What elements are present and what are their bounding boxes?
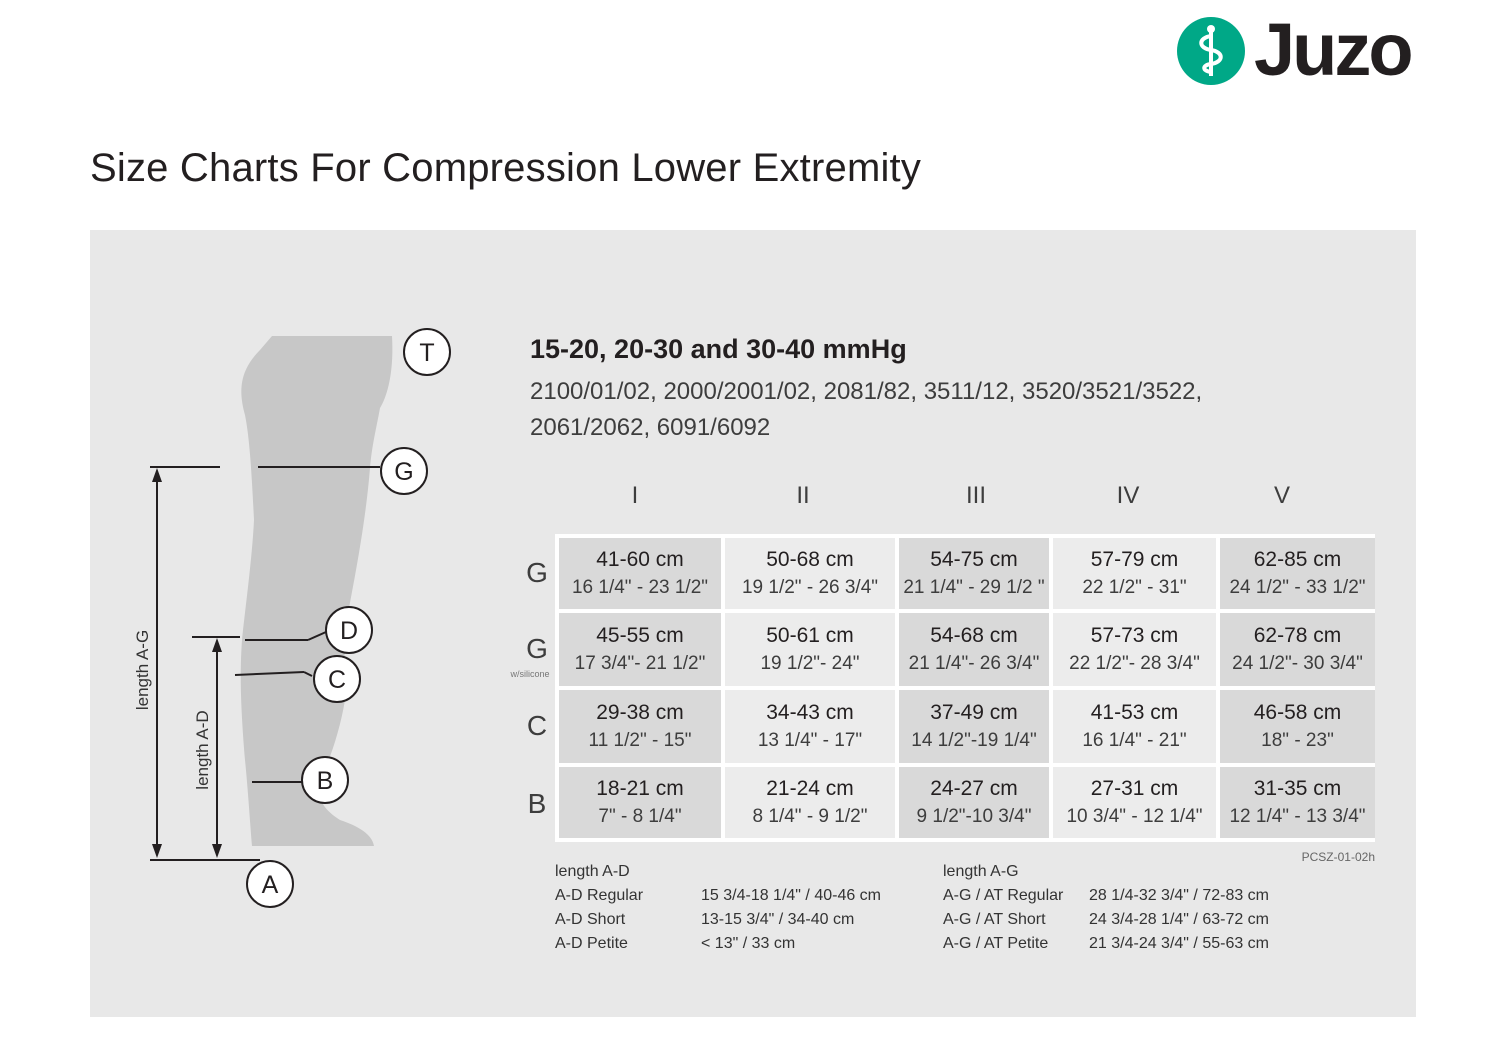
svg-text:B: B <box>316 767 334 795</box>
size-cell: 45-55 cm 17 3/4"- 21 1/2" <box>559 613 721 686</box>
size-cell: 62-78 cm 24 1/2"- 30 3/4" <box>1220 613 1375 686</box>
leg-diagram <box>90 230 510 1017</box>
page-title: Size Charts For Compression Lower Extremity <box>90 146 922 190</box>
size-cell: 54-68 cm 21 1/4"- 26 3/4" <box>899 613 1049 686</box>
size-cell: 37-49 cm 14 1/2"-19 1/4" <box>899 690 1049 763</box>
model-numbers-line-2: 2061/2062, 6091/6092 <box>530 414 771 441</box>
row-label-g: G <box>526 557 548 588</box>
size-grid <box>555 534 1375 842</box>
marker-a <box>247 861 293 907</box>
length-ag-row: A-G / AT Short 24 3/4-28 1/4" / 63-72 cm <box>943 911 1270 928</box>
length-ag-label: length A-G <box>133 629 152 711</box>
size-cell: 34-43 cm 13 1/4" - 17" <box>725 690 895 763</box>
document-code: PCSZ-01-02h <box>1301 850 1375 864</box>
length-ad-row: A-D Regular 15 3/4-18 1/4" / 40-46 cm <box>555 887 882 904</box>
row-label-c: C <box>526 710 548 741</box>
length-ag-title: length A-G <box>943 863 1019 880</box>
size-cell: 57-73 cm 22 1/2"- 28 3/4" <box>1053 613 1216 686</box>
length-ad-title: length A-D <box>555 863 630 880</box>
svg-text:A: A <box>261 871 279 899</box>
size-cell: 24-27 cm 9 1/2"-10 3/4" <box>899 767 1049 838</box>
juzo-wordmark: Juzo <box>1254 8 1411 91</box>
size-cell: 57-79 cm 22 1/2" - 31" <box>1053 538 1216 609</box>
svg-text:D: D <box>339 617 359 645</box>
marker-g <box>381 448 427 494</box>
size-cell: 62-85 cm 24 1/2" - 33 1/2" <box>1220 538 1375 609</box>
length-ad-table <box>555 860 881 956</box>
column-header-iv: IV <box>1116 482 1140 509</box>
size-cell: 21-24 cm 8 1/4" - 9 1/2" <box>725 767 895 838</box>
column-header-v: V <box>1273 482 1290 509</box>
size-cell: 41-60 cm 16 1/4" - 23 1/2" <box>559 538 721 609</box>
size-cell: 18-21 cm 7" - 8 1/4" <box>559 767 721 838</box>
svg-text:G: G <box>394 458 414 486</box>
length-ag-row: A-G / AT Regular 28 1/4-32 3/4" / 72-83 cm <box>943 887 1270 904</box>
svg-text:T: T <box>419 339 435 367</box>
compression-heading: 15-20, 20-30 and 30-40 mmHg <box>530 334 907 364</box>
juzo-logo-mark-icon <box>1176 16 1246 86</box>
column-header-iii: III <box>965 482 986 509</box>
size-cell: 41-53 cm 16 1/4" - 21" <box>1053 690 1216 763</box>
length-ad-row: A-D Short 13-15 3/4" / 34-40 cm <box>555 911 855 928</box>
column-header-i: I <box>631 482 639 509</box>
row-label-g-silicone: G <box>526 633 548 664</box>
length-ad-row: A-D Petite < 13" / 33 cm <box>555 935 796 952</box>
size-cell: 31-35 cm 12 1/4" - 13 3/4" <box>1220 767 1375 838</box>
size-chart-panel <box>90 230 1416 1017</box>
juzo-logo <box>1176 8 1426 92</box>
size-cell: 54-75 cm 21 1/4" - 29 1/2 " <box>899 538 1049 609</box>
marker-c <box>314 656 360 702</box>
marker-b <box>302 757 348 803</box>
row-sublabel-silicone: w/silicone <box>510 669 550 679</box>
size-cell: 46-58 cm 18" - 23" <box>1220 690 1375 763</box>
size-cell: 50-61 cm 19 1/2"- 24" <box>725 613 895 686</box>
length-ad-label: length A-D <box>193 710 212 790</box>
length-ag-row: A-G / AT Petite 21 3/4-24 3/4" / 55-63 cm <box>943 935 1270 952</box>
size-cell: 50-68 cm 19 1/2" - 26 3/4" <box>725 538 895 609</box>
model-numbers-line-1: 2100/01/02, 2000/2001/02, 2081/82, 3511/12, 3520/3521/3522, <box>530 378 1203 405</box>
size-cell: 27-31 cm 10 3/4" - 12 1/4" <box>1053 767 1216 838</box>
svg-text:C: C <box>327 666 347 694</box>
marker-t <box>404 329 450 375</box>
column-header-ii: II <box>796 482 810 509</box>
marker-d <box>326 607 372 653</box>
row-label-b: B <box>527 788 547 819</box>
length-ag-table <box>943 860 1269 956</box>
size-cell: 29-38 cm 11 1/2" - 15" <box>559 690 721 763</box>
